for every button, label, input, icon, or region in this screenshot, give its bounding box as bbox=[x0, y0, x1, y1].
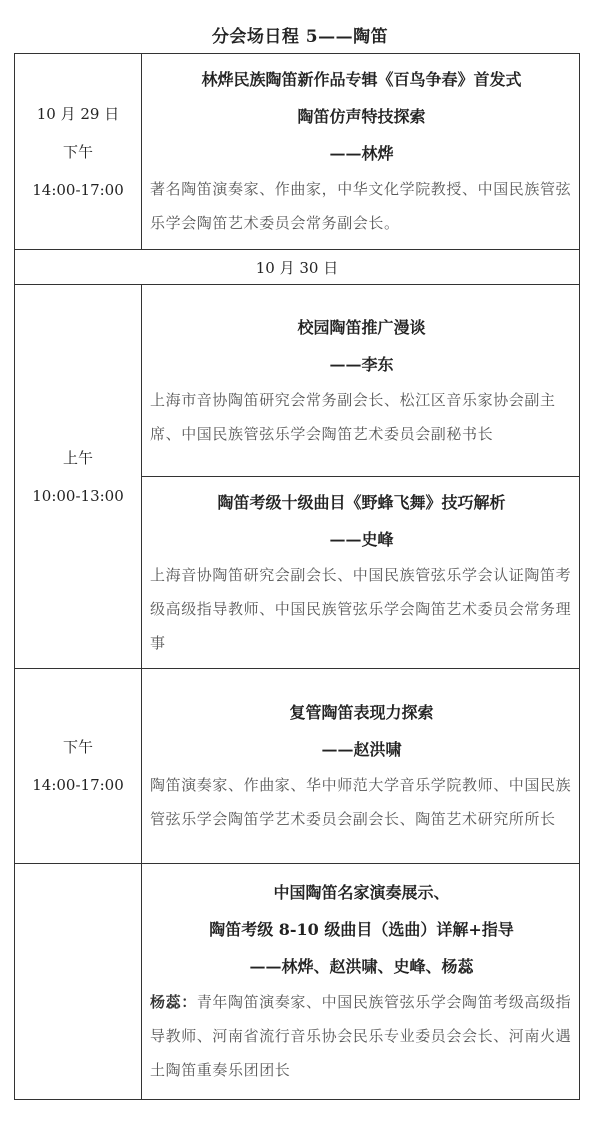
session-cell bbox=[142, 477, 580, 669]
time-range: 10:00-13:00 bbox=[32, 486, 124, 505]
session-cell bbox=[142, 864, 580, 1100]
speaker-name: ——林烨 bbox=[329, 144, 394, 163]
bio-name: 杨蕊： bbox=[150, 993, 197, 1011]
session-title: 校园陶笛推广漫谈 bbox=[297, 317, 426, 337]
speaker-name: ——史峰 bbox=[329, 529, 394, 549]
session-title: 陶笛仿声特技探索 bbox=[297, 107, 426, 126]
time-cell bbox=[15, 864, 142, 1100]
session-cell bbox=[142, 285, 580, 477]
page-title: 分会场日程 5——陶笛 bbox=[211, 27, 389, 47]
period-label: 下午 bbox=[62, 142, 93, 161]
session-title: 复管陶笛表现力探索 bbox=[289, 703, 434, 722]
time-range: 14:00-17:00 bbox=[32, 776, 124, 794]
session-cell bbox=[142, 54, 580, 250]
speaker-bio: 著名陶笛演奏家、作曲家，中华文化学院教授、中国民族管弦乐学会陶笛艺术委员会常务副会长。 bbox=[150, 180, 572, 232]
bio-text: 青年陶笛演奏家、中国民族管弦乐学会陶笛考级高级指导教师、河南省流行音乐协会民乐专业委员会会长、河南火遇土陶笛重奏乐团团长 bbox=[150, 993, 572, 1079]
speaker-bio: 上海音协陶笛研究会副会长、中国民族管弦乐学会认证陶笛考级高级指导教师、中国民族管弦乐学会陶笛艺术委员会常务理事 bbox=[150, 565, 572, 652]
session-title: 陶笛考级十级曲目《野蜂飞舞》技巧解析 bbox=[217, 492, 506, 512]
speaker-bio bbox=[150, 985, 573, 1087]
date-label: 10 月 29 日 bbox=[36, 104, 120, 123]
time-range: 14:00-17:00 bbox=[32, 180, 124, 199]
speaker-name: ——李东 bbox=[329, 354, 394, 374]
date-heading: 10 月 30 日 bbox=[15, 250, 580, 285]
session-title: 中国陶笛名家演奏展示、 bbox=[273, 883, 450, 902]
session-title: 陶笛考级 8-10 级曲目（选曲）详解+指导 bbox=[209, 920, 514, 939]
speaker-bio: 上海市音协陶笛研究会常务副会长、松江区音乐家协会副主席、中国民族管弦乐学会陶笛艺术委员会副秘书长 bbox=[150, 390, 556, 443]
date-row bbox=[15, 250, 580, 285]
time-cell bbox=[15, 285, 142, 669]
session-title: 林烨民族陶笛新作品专辑《百鸟争春》首发式 bbox=[201, 70, 522, 89]
time-cell bbox=[15, 669, 142, 864]
speaker-bio: 陶笛演奏家、作曲家、华中师范大学音乐学院教师、中国民族管弦乐学会陶笛学艺术委员会副会长、陶笛艺术研究所所长 bbox=[150, 776, 572, 828]
speaker-name: ——林烨、赵洪啸、史峰、杨蕊 bbox=[249, 957, 474, 976]
speaker-name: ——赵洪啸 bbox=[321, 740, 402, 759]
table-row bbox=[15, 54, 580, 250]
schedule-table bbox=[14, 53, 580, 1100]
session-cell bbox=[142, 669, 580, 864]
period-label: 上午 bbox=[62, 448, 93, 467]
period-label: 下午 bbox=[62, 738, 93, 756]
table-row bbox=[15, 285, 580, 477]
time-cell bbox=[15, 54, 142, 250]
table-row bbox=[15, 669, 580, 864]
table-row bbox=[15, 864, 580, 1100]
